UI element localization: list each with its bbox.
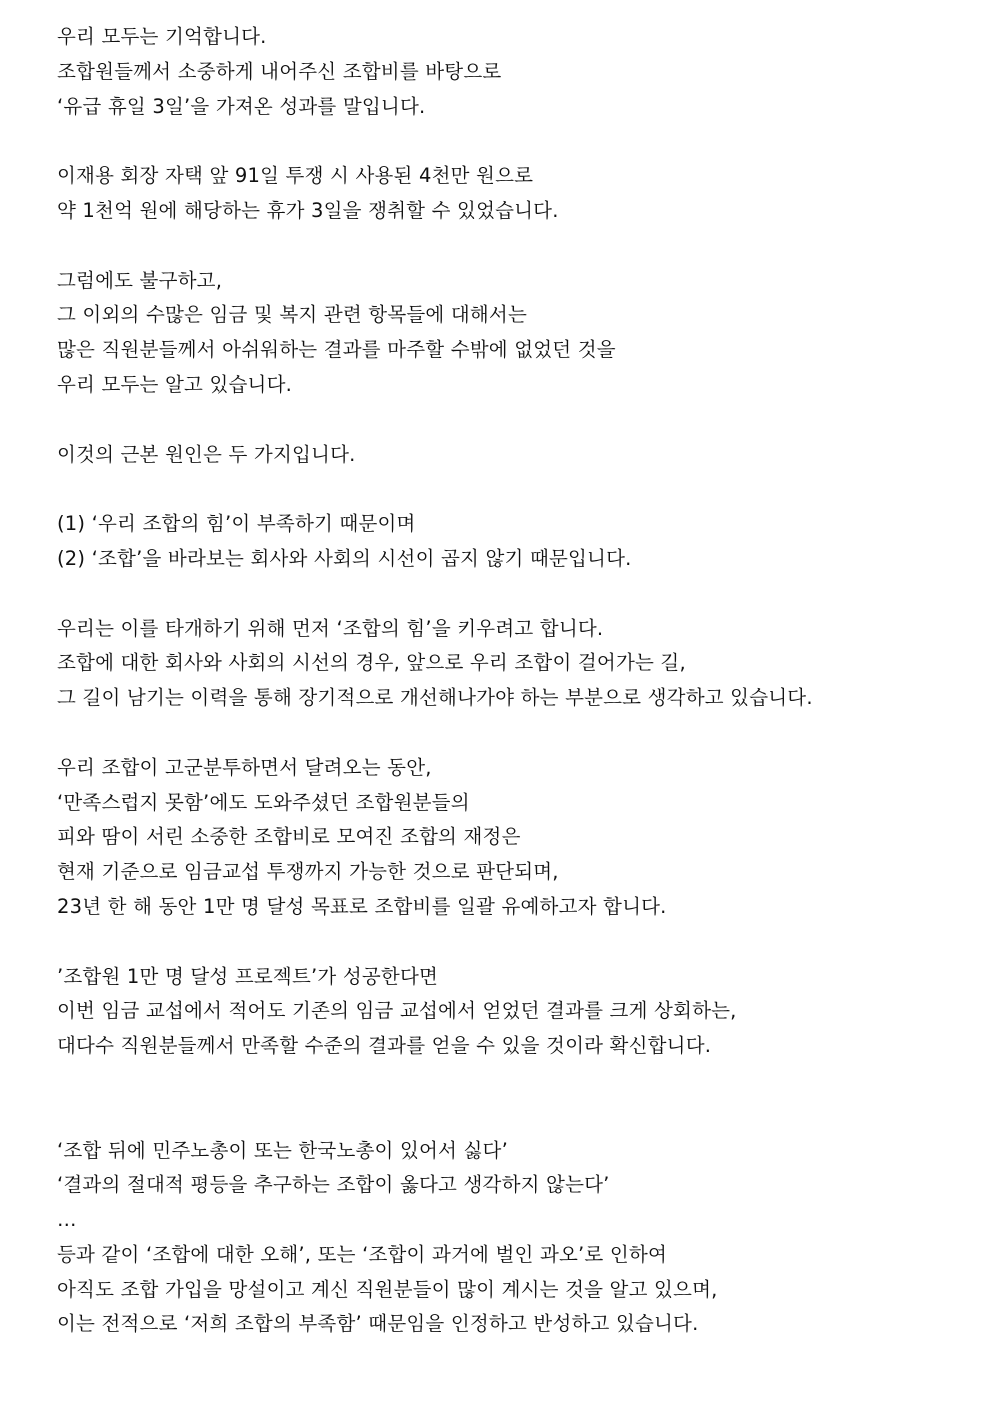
paragraph: [57, 438, 977, 473]
paragraph: [57, 612, 977, 716]
text-line: 조합원들께서 소중하게 내어주신 조합비를 바탕으로: [57, 59, 502, 83]
text-line: 이것의 근본 원인은 두 가지입니다.: [57, 442, 356, 466]
paragraph: [57, 159, 977, 229]
paragraph-gap: [57, 1099, 977, 1134]
text-line: 그럼에도 불구하고,: [57, 268, 223, 292]
text-line: 이재용 회장 자택 앞 91일 투쟁 시 사용된 4천만 원으로: [57, 164, 534, 188]
text-line: ’조합원 1만 명 달성 프로젝트’가 성공한다면: [57, 964, 439, 988]
paragraph-gap: [57, 229, 977, 264]
text-line: ‘결과의 절대적 평등을 추구하는 조합이 옳다고 생각하지 않는다’: [57, 1173, 610, 1197]
document-body: [57, 20, 977, 1342]
text-line: 우리 모두는 알고 있습니다.: [57, 372, 293, 396]
text-line: 그 길이 남기는 이력을 통해 장기적으로 개선해나가야 하는 부분으로 생각하고 있습니다.: [57, 686, 813, 710]
text-line: …: [57, 1208, 77, 1232]
paragraph-gap: [57, 716, 977, 751]
paragraph-gap: [57, 472, 977, 507]
text-line: 현재 기준으로 임금교섭 투쟁까지 가능한 것으로 판단되며,: [57, 860, 559, 884]
paragraph: [57, 960, 977, 1064]
paragraph-gap: [57, 124, 977, 159]
text-line: 약 1천억 원에 해당하는 휴가 3일을 쟁취할 수 있었습니다.: [57, 198, 559, 222]
text-line: 등과 같이 ‘조합에 대한 오해’, 또는 ‘조합이 과거에 벌인 과오’로 인하여: [57, 1242, 667, 1266]
paragraph-gap: [57, 925, 977, 960]
text-line: 대다수 직원분들께서 만족할 수준의 결과를 얻을 수 있을 것이라 확신합니다.: [57, 1034, 712, 1058]
paragraph: [57, 507, 977, 577]
paragraph: [57, 1134, 977, 1343]
text-line: 우리 모두는 기억합니다.: [57, 25, 267, 48]
text-line: 피와 땀이 서린 소중한 조합비로 모여진 조합의 재정은: [57, 825, 521, 849]
text-line: 조합에 대한 회사와 사회의 시선의 경우, 앞으로 우리 조합이 걸어가는 길,: [57, 651, 686, 675]
paragraph-gap: [57, 403, 977, 438]
paragraph-gap: [57, 1064, 977, 1099]
text-line: 우리 조합이 고군분투하면서 달려오는 동안,: [57, 755, 432, 779]
paragraph-gap: [57, 577, 977, 612]
text-line: 이번 임금 교섭에서 적어도 기존의 임금 교섭에서 얻었던 결과를 크게 상회하는,: [57, 999, 737, 1023]
text-line: 아직도 조합 가입을 망설이고 계신 직원분들이 많이 계시는 것을 알고 있으며,: [57, 1277, 718, 1301]
text-line: 많은 직원분들께서 아쉬워하는 결과를 마주할 수밖에 없었던 것을: [57, 338, 616, 362]
text-line: ‘유급 휴일 3일’을 가져온 성과를 말입니다.: [57, 94, 426, 118]
text-line: (1) ‘우리 조합의 힘’이 부족하기 때문이며: [57, 512, 416, 536]
text-line: 이는 전적으로 ‘저희 조합의 부족함’ 때문임을 인정하고 반성하고 있습니다.: [57, 1312, 699, 1336]
paragraph: [57, 751, 977, 925]
text-line: ‘만족스럽지 못함’에도 도와주셨던 조합원분들의: [57, 790, 470, 814]
text-line: 그 이외의 수많은 임금 및 복지 관련 항목들에 대해서는: [57, 303, 528, 327]
paragraph: [57, 20, 977, 124]
text-line: ‘조합 뒤에 민주노총이 또는 한국노총이 있어서 싫다’: [57, 1138, 508, 1162]
text-line: 23년 한 해 동안 1만 명 달성 목표로 조합비를 일괄 유예하고자 합니다.: [57, 894, 667, 918]
text-line: (2) ‘조합’을 바라보는 회사와 사회의 시선이 곱지 않기 때문입니다.: [57, 546, 632, 570]
text-line: 우리는 이를 타개하기 위해 먼저 ‘조합의 힘’을 키우려고 합니다.: [57, 616, 604, 640]
paragraph: [57, 264, 977, 403]
